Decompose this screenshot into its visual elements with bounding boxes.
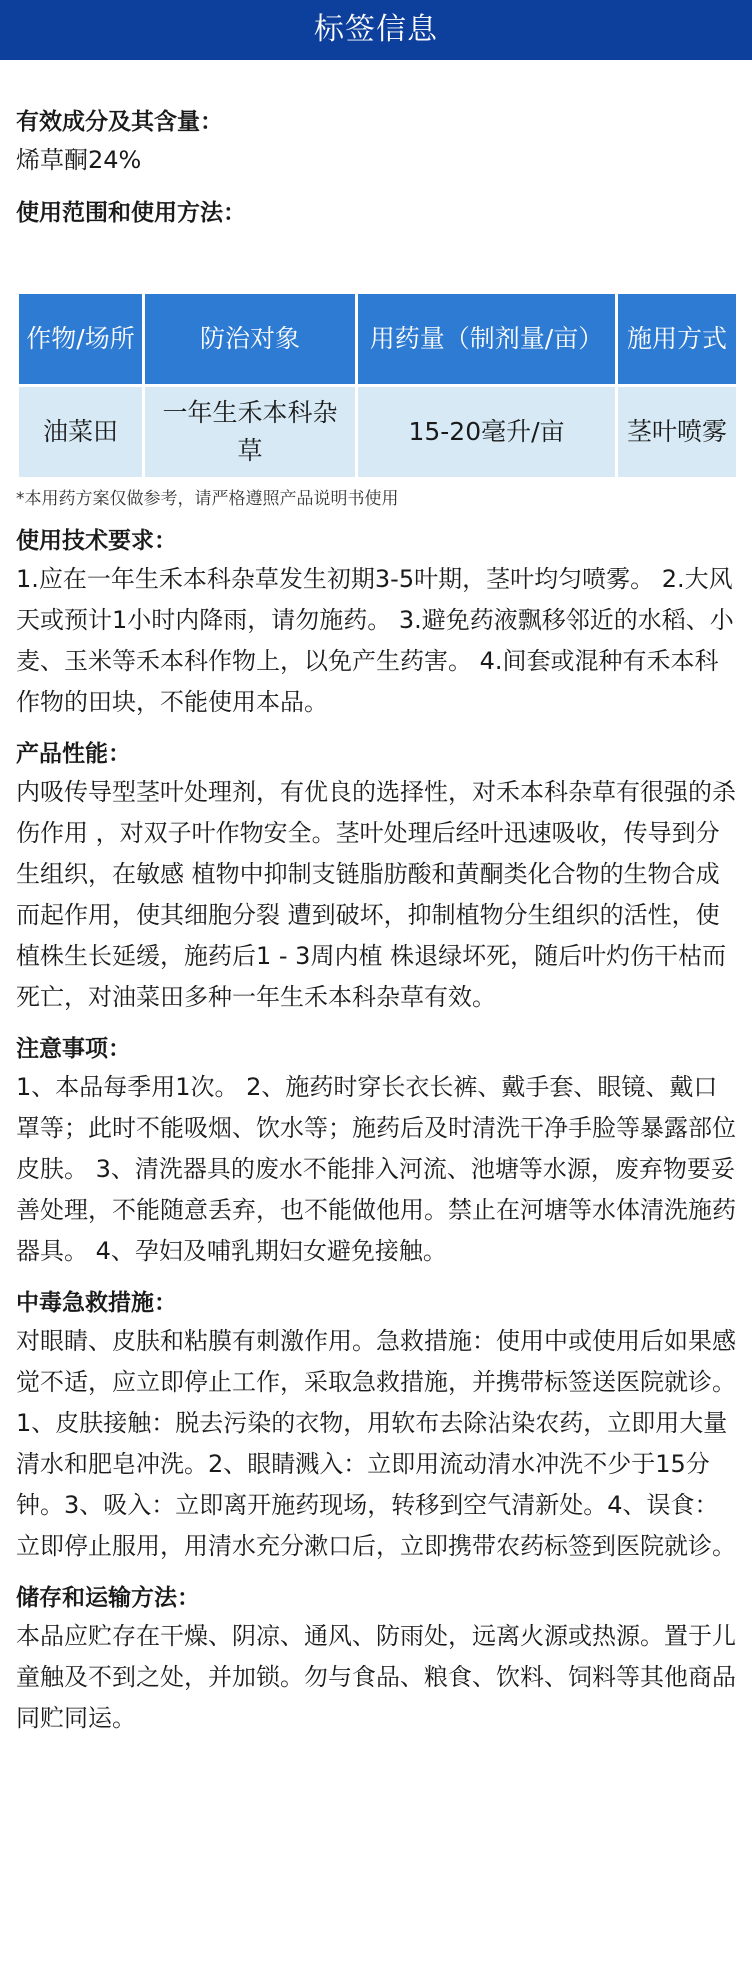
- section-body-ingredient: 烯草酮24%: [16, 146, 142, 174]
- table-header-method: 施用方式: [617, 293, 738, 386]
- table-cell-dosage: 15-20毫升/亩: [357, 386, 617, 479]
- table-header-row: [18, 293, 738, 386]
- page-header: [0, 0, 752, 60]
- section-firstaid: [16, 1285, 736, 1567]
- section-body-storage: 本品应贮存在干燥、阴凉、通风、防雨处，远离火源或热源。置于儿童触及不到之处，并加锁。勿与食品、粮食、饮料、饲料等其他商品同贮同运。: [16, 1622, 736, 1732]
- section-title-performance: 产品性能：: [16, 741, 131, 767]
- section-body-firstaid: 对眼睛、皮肤和粘膜有刺激作用。急救措施：使用中或使用后如果感觉不适，应立即停止工作，采取急救措施，并携带标签送医院就诊。1、皮肤接触：脱去污染的衣物，用软布去除沾染农药，立即用大量清水和肥皂冲洗。2、眼睛溅入：立即用流动清水冲洗不少于15分钟。3、吸入：立即离开施药现场，转移到空气清新处。4、误食：立即停止服用，用清水充分漱口后，立即携带农药标签到医院就诊。: [16, 1327, 736, 1560]
- section-title-ingredient: 有效成分及其含量：: [16, 109, 223, 135]
- usage-note: *本用药方案仅做参考，请严格遵照产品说明书使用: [16, 489, 399, 509]
- section-body-tech: 1.应在一年生禾本科杂草发生初期3-5叶期，茎叶均匀喷雾。 2.大风天或预计1小时内降雨，请勿施药。 3.避免药液飘移邻近的水稻、小麦、玉米等禾本科作物上，以免产生药害。 4.间套或混种有禾本科作物的田块，不能使用本品。: [16, 565, 734, 716]
- section-title-storage: 储存和运输方法：: [16, 1585, 200, 1611]
- table-row: [18, 386, 738, 479]
- section-title-usage: 使用范围和使用方法：: [16, 200, 246, 226]
- table-header-crop: 作物/场所: [18, 293, 144, 386]
- section-tech: [16, 523, 736, 723]
- section-storage: [16, 1580, 736, 1739]
- section-title-caution: 注意事项：: [16, 1036, 131, 1062]
- section-performance: [16, 736, 736, 1018]
- section-body-caution: 1、本品每季用1次。 2、施药时穿长衣长裤、戴手套、眼镜、戴口罩等；此时不能吸烟、饮水等；施药后及时清洗干净手脸等暴露部位皮肤。 3、清洗器具的废水不能排入河流、池塘等水源，废弃物要妥善处理，不能随意丢弃，也不能做他用。禁止在河塘等水体清洗施药器具。 4、孕妇及哺乳期妇女避免接触。: [16, 1073, 736, 1265]
- usage-table-wrap: [16, 291, 736, 480]
- table-cell-method: 茎叶喷雾: [617, 386, 738, 479]
- table-cell-target: 一年生禾本科杂草: [144, 386, 357, 479]
- page-title: 标签信息: [314, 12, 438, 47]
- section-usage: [16, 195, 736, 510]
- section-caution: [16, 1031, 736, 1272]
- table-header-target: 防治对象: [144, 293, 357, 386]
- section-title-tech: 使用技术要求：: [16, 528, 177, 554]
- section-body-performance: 内吸传导型茎叶处理剂，有优良的选择性，对禾本科杂草有很强的杀伤作用 ，对双子叶作物安全。茎叶处理后经叶迅速吸收，传导到分生组织，在敏感 植物中抑制支链脂肪酸和黄酮类化合物的生物合成而起作用，使其细胞分裂 遭到破坏，抑制植物分生组织的活性，使植株生长延缓，施药后1 - 3周内植 株退绿坏死，随后叶灼伤干枯而死亡，对油菜田多种一年生禾本科杂草有效。: [16, 778, 736, 1011]
- usage-table: [16, 291, 739, 480]
- section-ingredient: [16, 104, 736, 181]
- label-content: [0, 104, 752, 1739]
- section-title-firstaid: 中毒急救措施：: [16, 1290, 177, 1316]
- table-header-dosage: 用药量（制剂量/亩）: [357, 293, 617, 386]
- table-cell-crop: 油菜田: [18, 386, 144, 479]
